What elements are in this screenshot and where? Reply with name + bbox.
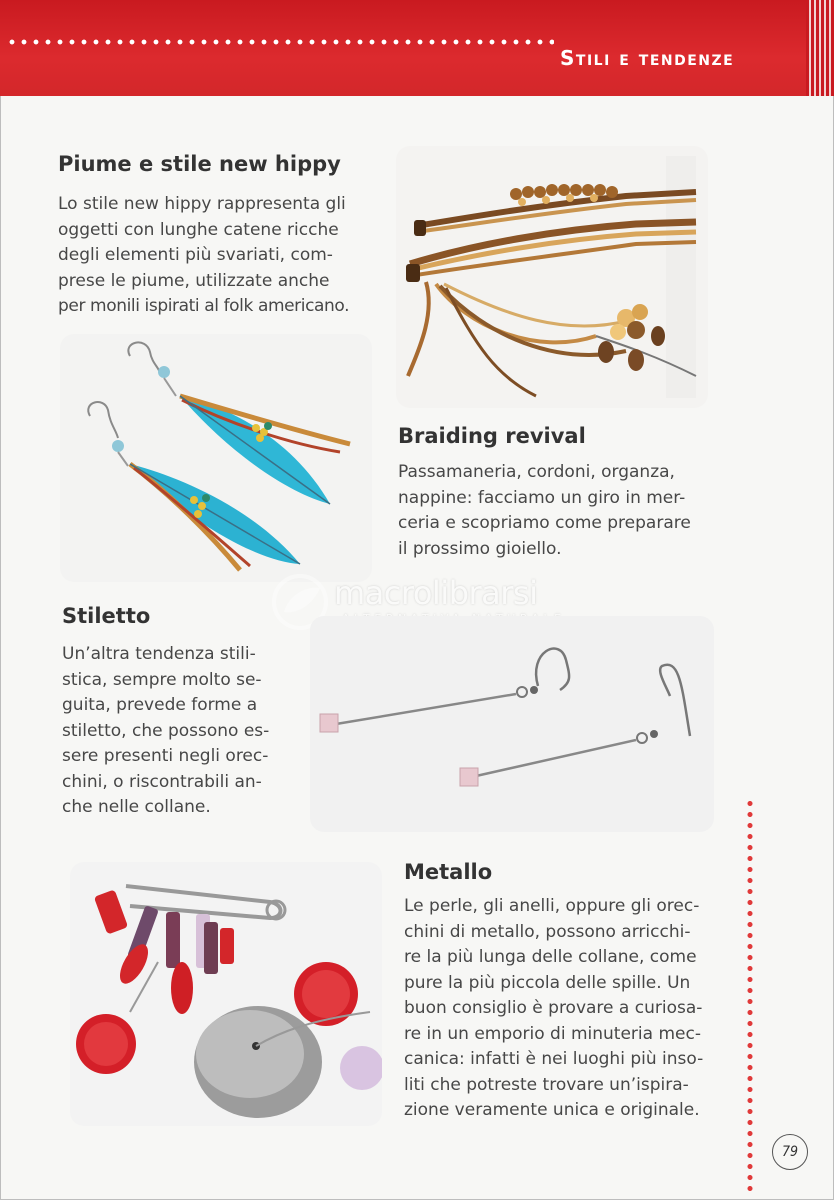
text-line: liti che potreste trovare un’ispira- xyxy=(404,1074,689,1095)
paragraph-braiding xyxy=(398,460,691,562)
text-line: stica, sempre molto se- xyxy=(62,669,262,690)
braided-necklace-photo xyxy=(396,146,708,408)
header-dotted-line xyxy=(6,38,554,46)
text-line: degli elementi più svariati, com- xyxy=(58,245,333,265)
text-line: Le perle, gli anelli, oppure gli orec- xyxy=(404,896,700,916)
text-line: prese le piume, utilizzate anche xyxy=(58,270,330,291)
heading-stiletto: Stiletto xyxy=(62,604,151,628)
text-line: Passamaneria, cordoni, organza, xyxy=(398,462,675,482)
watermark-brand: macrolibrarsi xyxy=(334,574,538,612)
text-line: stiletto, che possono es- xyxy=(62,720,270,741)
text-line: re la più lunga delle collane, come xyxy=(404,947,697,967)
text-line: buon consiglio è provare a curiosa- xyxy=(404,998,703,1018)
paragraph-stiletto xyxy=(62,642,269,821)
paragraph-metallo xyxy=(404,894,703,1124)
side-dotted-line xyxy=(746,798,754,1194)
text-line: ceria e scopriamo come preparare xyxy=(398,513,691,533)
text-line: nappine: facciamo un giro in mer- xyxy=(398,487,686,508)
text-line: pure la più piccola delle spille. Un xyxy=(404,972,691,993)
paragraph-piume xyxy=(58,192,349,320)
page-number: 79 xyxy=(772,1134,808,1170)
heading-piume: Piume e stile new hippy xyxy=(58,152,341,176)
text-line: Un’altra tendenza stili- xyxy=(62,644,256,664)
text-line: oggetti con lunghe catene ricche xyxy=(58,219,339,240)
text-line: zione veramente unica e originale. xyxy=(404,1100,700,1120)
metal-brooch-photo xyxy=(70,862,382,1126)
text-line: chini, o riscontrabili an- xyxy=(62,771,262,792)
text-line: sere presenti negli orec- xyxy=(62,746,269,766)
text-line: per monili ispirati al folk americano. xyxy=(58,296,350,316)
header-band xyxy=(0,0,806,96)
text-line: che nelle collane. xyxy=(62,797,211,817)
text-line: re in un emporio di minuteria mec- xyxy=(404,1023,701,1044)
text-line: Lo stile new hippy rappresenta gli xyxy=(58,194,346,214)
heading-braiding: Braiding revival xyxy=(398,424,586,448)
feather-earrings-photo xyxy=(60,334,372,582)
text-line: chini di metallo, possono arricchi- xyxy=(404,921,691,942)
page-edge-stripes xyxy=(806,0,834,96)
section-title: Stili e tendenze xyxy=(560,46,735,70)
text-line: guita, prevede forme a xyxy=(62,695,258,715)
text-line: canica: infatti è nei luoghi più inso- xyxy=(404,1049,704,1069)
heading-metallo: Metallo xyxy=(404,860,493,884)
text-line: il prossimo gioiello. xyxy=(398,538,562,559)
stiletto-earrings-photo xyxy=(310,616,714,832)
